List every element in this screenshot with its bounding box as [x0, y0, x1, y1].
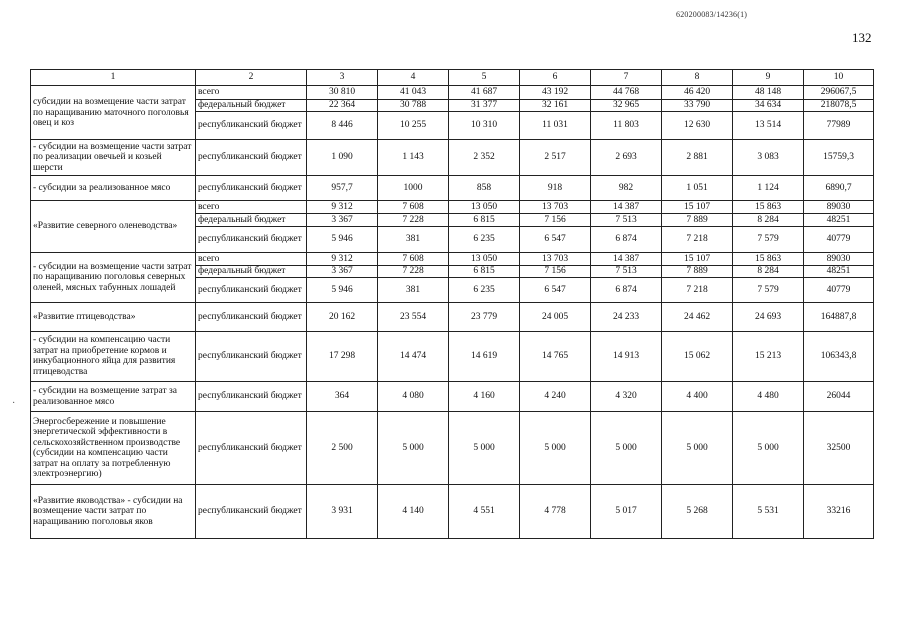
row-category: - субсидии на возмещение части затрат по реализации овечьей и козьей шерсти	[31, 140, 196, 176]
budget-source: всего	[196, 200, 307, 213]
value-cell: 6890,7	[804, 176, 874, 201]
value-cell: 15759,3	[804, 140, 874, 176]
value-cell: 14 387	[591, 200, 662, 213]
value-cell: 6 235	[449, 226, 520, 253]
value-cell: 40779	[804, 278, 874, 303]
value-cell: 14 474	[378, 331, 449, 382]
value-cell: 9 312	[307, 200, 378, 213]
value-cell: 7 156	[520, 265, 591, 277]
row-category: «Развитие северного оленеводства»	[31, 200, 196, 253]
budget-source: федеральный бюджет	[196, 265, 307, 277]
row-category: - субсидии за реализованное мясо	[31, 176, 196, 201]
value-cell: 15 107	[662, 253, 733, 265]
value-cell: 5 000	[591, 412, 662, 485]
value-cell: 982	[591, 176, 662, 201]
value-cell: 7 228	[378, 265, 449, 277]
budget-source: республиканский бюджет	[196, 140, 307, 176]
table-row	[31, 382, 874, 412]
value-cell: 48251	[804, 214, 874, 226]
value-cell: 218078,5	[804, 99, 874, 111]
row-category: - субсидии на компенсацию части затрат на приобретение кормов и инкубационного яйца для развития птицеводства	[31, 331, 196, 382]
budget-source: всего	[196, 253, 307, 265]
value-cell: 48 148	[733, 86, 804, 99]
document-id: 620200083/14236(1)	[676, 10, 748, 19]
budget-table	[30, 69, 874, 539]
value-cell: 20 162	[307, 302, 378, 331]
value-cell: 89030	[804, 200, 874, 213]
value-cell: 4 080	[378, 382, 449, 412]
column-header: 4	[378, 70, 449, 86]
value-cell: 3 367	[307, 265, 378, 277]
value-cell: 30 810	[307, 86, 378, 99]
value-cell: 24 462	[662, 302, 733, 331]
value-cell: 4 480	[733, 382, 804, 412]
value-cell: 15 062	[662, 331, 733, 382]
value-cell: 5 946	[307, 278, 378, 303]
value-cell: 33 790	[662, 99, 733, 111]
value-cell: 7 889	[662, 265, 733, 277]
budget-source: республиканский бюджет	[196, 278, 307, 303]
value-cell: 13 703	[520, 253, 591, 265]
value-cell: 5 000	[520, 412, 591, 485]
budget-source: республиканский бюджет	[196, 331, 307, 382]
column-header: 2	[196, 70, 307, 86]
value-cell: 8 284	[733, 214, 804, 226]
column-header: 9	[733, 70, 804, 86]
value-cell: 14 913	[591, 331, 662, 382]
value-cell: 77989	[804, 112, 874, 140]
value-cell: 5 946	[307, 226, 378, 253]
value-cell: 22 364	[307, 99, 378, 111]
value-cell: 31 377	[449, 99, 520, 111]
column-header: 6	[520, 70, 591, 86]
value-cell: 34 634	[733, 99, 804, 111]
value-cell: 1 051	[662, 176, 733, 201]
value-cell: 15 863	[733, 253, 804, 265]
budget-source: всего	[196, 86, 307, 99]
value-cell: 1 090	[307, 140, 378, 176]
value-cell: 6 235	[449, 278, 520, 303]
value-cell: 6 874	[591, 278, 662, 303]
value-cell: 11 031	[520, 112, 591, 140]
value-cell: 7 156	[520, 214, 591, 226]
value-cell: 4 778	[520, 485, 591, 539]
value-cell: 32500	[804, 412, 874, 485]
value-cell: 918	[520, 176, 591, 201]
value-cell: 30 788	[378, 99, 449, 111]
value-cell: 89030	[804, 253, 874, 265]
table-row	[31, 86, 874, 99]
value-cell: 24 233	[591, 302, 662, 331]
row-category: Энергосбережение и повышение энергетической эффективности в сельскохозяйственном производстве (субсидии на компенсацию части затрат на оплату за потребленную электроэнергию)	[31, 412, 196, 485]
budget-source: республиканский бюджет	[196, 382, 307, 412]
table-row	[31, 140, 874, 176]
value-cell: 381	[378, 226, 449, 253]
value-cell: 1 124	[733, 176, 804, 201]
value-cell: 10 310	[449, 112, 520, 140]
value-cell: 4 320	[591, 382, 662, 412]
table-row	[31, 485, 874, 539]
budget-source: республиканский бюджет	[196, 302, 307, 331]
value-cell: 13 050	[449, 200, 520, 213]
value-cell: 23 554	[378, 302, 449, 331]
value-cell: 5 531	[733, 485, 804, 539]
row-category: субсидии на возмещение части затрат по наращиванию маточного поголовья овец и коз	[31, 86, 196, 140]
value-cell: 32 965	[591, 99, 662, 111]
value-cell: 5 017	[591, 485, 662, 539]
value-cell: 24 693	[733, 302, 804, 331]
value-cell: 3 083	[733, 140, 804, 176]
value-cell: 2 500	[307, 412, 378, 485]
budget-source: республиканский бюджет	[196, 485, 307, 539]
value-cell: 13 514	[733, 112, 804, 140]
value-cell: 15 863	[733, 200, 804, 213]
value-cell: 43 192	[520, 86, 591, 99]
value-cell: 23 779	[449, 302, 520, 331]
row-category: «Развитие птицеводства»	[31, 302, 196, 331]
value-cell: 5 000	[662, 412, 733, 485]
header-row	[31, 70, 874, 86]
value-cell: 4 400	[662, 382, 733, 412]
value-cell: 8 446	[307, 112, 378, 140]
value-cell: 12 630	[662, 112, 733, 140]
value-cell: 14 619	[449, 331, 520, 382]
value-cell: 6 815	[449, 214, 520, 226]
value-cell: 858	[449, 176, 520, 201]
budget-source: республиканский бюджет	[196, 112, 307, 140]
value-cell: 6 547	[520, 226, 591, 253]
value-cell: 7 579	[733, 226, 804, 253]
value-cell: 9 312	[307, 253, 378, 265]
value-cell: 5 000	[449, 412, 520, 485]
row-category: - субсидии на возмещение части затрат по наращиванию поголовья северных оленей, мясных табунных лошадей	[31, 253, 196, 302]
value-cell: 106343,8	[804, 331, 874, 382]
value-cell: 4 551	[449, 485, 520, 539]
value-cell: 957,7	[307, 176, 378, 201]
value-cell: 6 874	[591, 226, 662, 253]
column-header: 5	[449, 70, 520, 86]
budget-source: республиканский бюджет	[196, 412, 307, 485]
value-cell: 4 160	[449, 382, 520, 412]
value-cell: 32 161	[520, 99, 591, 111]
value-cell: 4 240	[520, 382, 591, 412]
value-cell: 296067,5	[804, 86, 874, 99]
value-cell: 7 513	[591, 214, 662, 226]
value-cell: 8 284	[733, 265, 804, 277]
value-cell: 7 579	[733, 278, 804, 303]
table-row	[31, 331, 874, 382]
value-cell: 48251	[804, 265, 874, 277]
value-cell: 6 547	[520, 278, 591, 303]
value-cell: 3 931	[307, 485, 378, 539]
scan-mark: ·	[12, 398, 16, 409]
value-cell: 2 881	[662, 140, 733, 176]
value-cell: 1 143	[378, 140, 449, 176]
budget-source: республиканский бюджет	[196, 226, 307, 253]
column-header: 10	[804, 70, 874, 86]
value-cell: 6 815	[449, 265, 520, 277]
value-cell: 2 352	[449, 140, 520, 176]
value-cell: 24 005	[520, 302, 591, 331]
value-cell: 15 213	[733, 331, 804, 382]
value-cell: 2 693	[591, 140, 662, 176]
value-cell: 3 367	[307, 214, 378, 226]
value-cell: 13 703	[520, 200, 591, 213]
budget-source: республиканский бюджет	[196, 176, 307, 201]
value-cell: 164887,8	[804, 302, 874, 331]
column-header: 7	[591, 70, 662, 86]
value-cell: 7 228	[378, 214, 449, 226]
value-cell: 33216	[804, 485, 874, 539]
page-number: 132	[852, 30, 872, 45]
value-cell: 41 043	[378, 86, 449, 99]
row-category: - субсидии на возмещение затрат за реализованное мясо	[31, 382, 196, 412]
table-row	[31, 200, 874, 213]
value-cell: 11 803	[591, 112, 662, 140]
table-row	[31, 176, 874, 201]
column-header: 3	[307, 70, 378, 86]
value-cell: 14 387	[591, 253, 662, 265]
row-category: «Развитие яководства» - субсидии на возмещение части затрат по наращиванию поголовья яков	[31, 485, 196, 539]
value-cell: 381	[378, 278, 449, 303]
value-cell: 17 298	[307, 331, 378, 382]
value-cell: 46 420	[662, 86, 733, 99]
value-cell: 7 513	[591, 265, 662, 277]
value-cell: 44 768	[591, 86, 662, 99]
value-cell: 26044	[804, 382, 874, 412]
value-cell: 14 765	[520, 331, 591, 382]
value-cell: 13 050	[449, 253, 520, 265]
value-cell: 5 000	[733, 412, 804, 485]
value-cell: 1000	[378, 176, 449, 201]
value-cell: 7 889	[662, 214, 733, 226]
budget-source: федеральный бюджет	[196, 99, 307, 111]
table-row	[31, 302, 874, 331]
value-cell: 7 608	[378, 200, 449, 213]
value-cell: 2 517	[520, 140, 591, 176]
value-cell: 40779	[804, 226, 874, 253]
value-cell: 7 218	[662, 278, 733, 303]
column-header: 1	[31, 70, 196, 86]
column-header: 8	[662, 70, 733, 86]
budget-source: федеральный бюджет	[196, 214, 307, 226]
value-cell: 5 000	[378, 412, 449, 485]
value-cell: 364	[307, 382, 378, 412]
value-cell: 10 255	[378, 112, 449, 140]
value-cell: 5 268	[662, 485, 733, 539]
table-row	[31, 253, 874, 265]
value-cell: 4 140	[378, 485, 449, 539]
value-cell: 15 107	[662, 200, 733, 213]
value-cell: 7 608	[378, 253, 449, 265]
table-row	[31, 412, 874, 485]
value-cell: 7 218	[662, 226, 733, 253]
value-cell: 41 687	[449, 86, 520, 99]
